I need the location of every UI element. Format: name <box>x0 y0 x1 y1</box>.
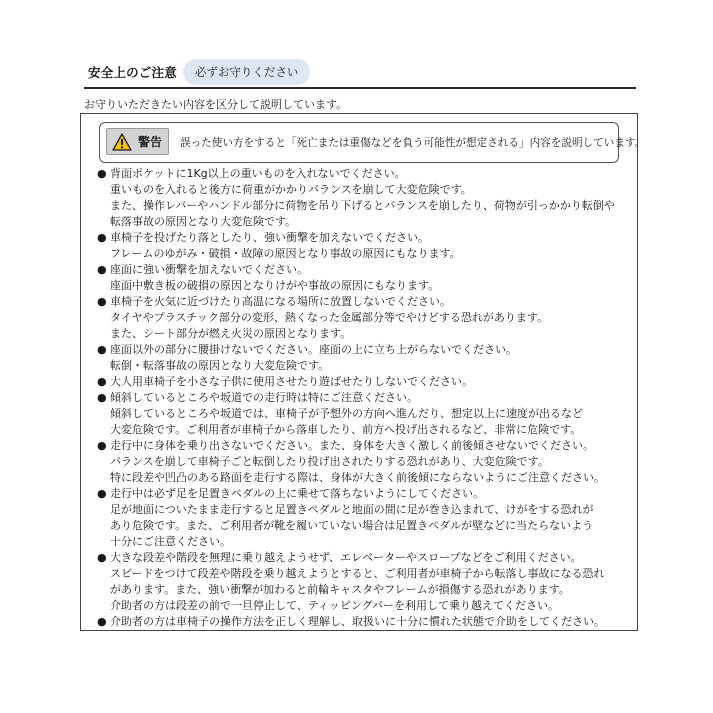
caution-heading: 座面に強い衝撃を加えないでください。 <box>110 263 308 276</box>
caution-heading: 車椅子を火気に近づけたり高温になる場所に放置しないでください。 <box>110 295 451 308</box>
caution-item <box>97 230 627 262</box>
caution-detail: 傾斜しているところや坂道では、車椅子が予想外の方向へ進んだり、想定以上に速度が出るなど <box>110 407 583 420</box>
caution-detail: 転落事故の原因となり大変危険です。 <box>110 215 297 228</box>
bullet: ● <box>97 231 107 244</box>
caution-detail: フレームのゆがみ・破損・故障の原因となり事故の原因にもなります。 <box>110 247 461 260</box>
caution-item <box>97 614 627 630</box>
bullet: ● <box>97 487 107 500</box>
caution-item <box>97 486 627 550</box>
caution-item <box>97 166 627 230</box>
bullet: ● <box>97 615 107 628</box>
section-title: 安全上のご注意 <box>88 65 177 80</box>
caution-detail: また、シート部分が燃え火災の原因となります。 <box>110 327 352 340</box>
caution-heading: 傾斜しているところや坂道での走行時は特にご注意ください。 <box>110 391 418 404</box>
caution-item <box>97 374 627 390</box>
caution-detail: また、操作レバーやハンドル部分に荷物を吊り下げるとバランスを崩したり、荷物が引っかかり転倒や <box>110 199 615 212</box>
caution-heading: 座面以外の部分に腰掛けないでください。座面の上に立ち上がらないでください。 <box>110 343 517 356</box>
caution-heading: 大きな段差や階段を無理に乗り越えようせず、エレベーターやスロープなどをご利用ください。 <box>110 551 582 564</box>
caution-item <box>97 438 627 486</box>
intro-text: お守りいただきたい内容を区分して説明しています。 <box>84 98 348 111</box>
caution-detail: 足が地面についたまま走行すると足置きペダルと地面の間に足が巻き込まれて、けがをする恐れが <box>110 503 594 516</box>
caution-heading: 走行中に身体を乗り出さないでください。また、身体を大きく激しく前後傾させないでください。 <box>110 439 594 452</box>
caution-item <box>97 550 627 614</box>
caution-detail: 転倒・転落事故の原因となり大変危険です。 <box>110 359 330 372</box>
caution-detail: があります。また、強い衝撃が加わると前輪キャスタやフレームが損傷する恐れがあります。 <box>110 583 570 596</box>
warning-label-text: 警告 <box>138 135 163 149</box>
warning-description: 誤った使い方をすると「死亡または重傷などを負う可能性が想定される」内容を説明しています。 <box>180 137 646 149</box>
caution-detail: スピードをつけて段差や階段を乗り越えようとすると、ご利用者が車椅子から転落し事故になる恐れ <box>110 567 605 580</box>
bullet: ● <box>97 551 107 564</box>
caution-heading: 車椅子を投げたり落としたり、強い衝撃を加えないでください。 <box>110 231 429 244</box>
caution-detail: あり危険です。また、ご利用者が靴を履いていない場合は足置きペダルが壁などに当たらないよう <box>110 519 594 532</box>
caution-heading: 走行中は必ず足を足置きペダルの上に乗せて落ちないようにしてください。 <box>110 487 484 500</box>
caution-detail: 座面中敷き板の破損の原因となりけがや事故の原因にもなります。 <box>110 279 440 292</box>
caution-detail: 重いものを入れると後方に荷重がかかりバランスを崩して大変危険です。 <box>110 183 472 196</box>
caution-detail: 介助者の方は段差の前で一旦停止して、ティッピングバーを利用して乗り越えてください。 <box>110 599 560 612</box>
bullet: ● <box>97 343 107 356</box>
caution-detail: 十分にご注意ください。 <box>110 535 231 548</box>
caution-detail: 大変危険です。ご利用者が車椅子から落車したり、前方へ投げ出されるなど、非常に危険です。 <box>110 423 582 436</box>
header-divider <box>84 87 636 89</box>
bullet: ● <box>97 391 107 404</box>
caution-detail: 特に段差や凹凸のある路面を走行する際は、身体が大きく前後傾にならないようにご注意ください。 <box>110 471 605 484</box>
bullet: ● <box>97 375 107 388</box>
section-header <box>88 58 310 86</box>
caution-item <box>97 390 627 438</box>
warning-triangle-icon <box>112 133 132 151</box>
caution-heading: 大人用車椅子を小さな子供に使用させたり遊ばせたりしないでください。 <box>110 375 473 388</box>
bullet: ● <box>97 295 107 308</box>
bullet: ● <box>97 167 107 180</box>
caution-heading: 背面ポケットに1Kg以上の重いものを入れないでください。 <box>110 167 406 180</box>
bullet: ● <box>97 263 107 276</box>
must-follow-badge: 必ずお守りください <box>183 59 311 85</box>
warning-label <box>106 128 169 155</box>
bullet: ● <box>97 439 107 452</box>
caution-detail: タイヤやプラスチック部分の変形、熱くなった金属部分等でやけどする恐れがあります。 <box>110 311 549 324</box>
caution-detail: バランスを崩して車椅子ごと転倒したり投げ出されたりする恐れがあり、大変危険です。 <box>110 455 549 468</box>
caution-heading: 介助者の方は車椅子の操作方法を正しく理解し、取扱いに十分に慣れた状態で介助をしてください。 <box>110 615 605 628</box>
caution-item <box>97 294 627 342</box>
caution-item <box>97 262 627 294</box>
caution-list <box>97 166 627 630</box>
caution-item <box>97 342 627 374</box>
